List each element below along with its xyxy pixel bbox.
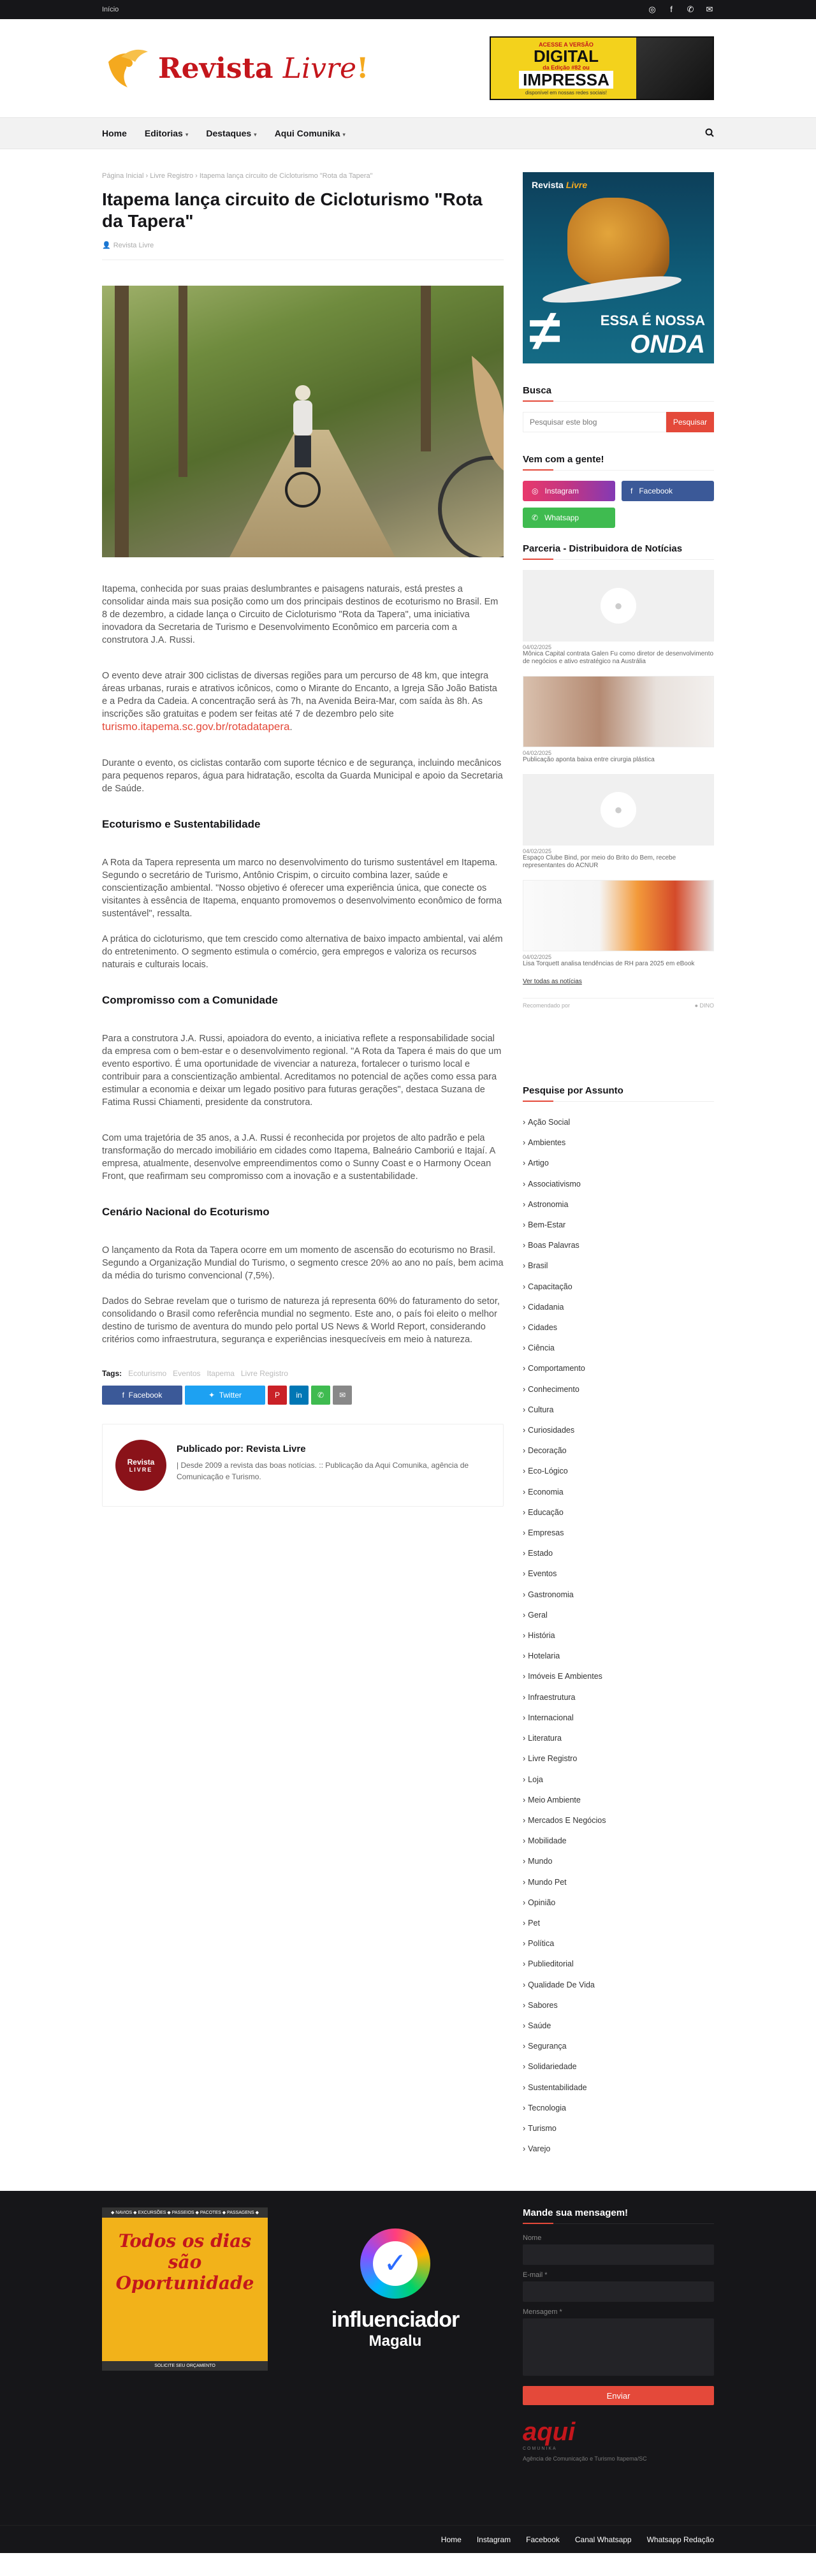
category-link[interactable]: › Estado [523, 1543, 714, 1563]
category-link[interactable]: › Meio Ambiente [523, 1790, 714, 1810]
share-whatsapp-button[interactable] [311, 1386, 330, 1405]
footer-link-facebook[interactable]: Facebook [526, 2535, 560, 2544]
share-label: Twitter [219, 1391, 242, 1400]
contact-form [523, 2207, 714, 2405]
category-link[interactable]: › Brasil [523, 1255, 714, 1276]
partner-news-item[interactable] [523, 570, 714, 666]
category-link[interactable]: › Loja [523, 1769, 714, 1790]
nav-label: Destaques [206, 128, 252, 138]
logo-wordmark [158, 52, 368, 85]
whatsapp-icon: ✆ [532, 513, 539, 522]
category-link[interactable]: › Geral [523, 1605, 714, 1625]
banner-line2: ONDA [630, 330, 705, 358]
share-twitter-button[interactable] [185, 1386, 265, 1405]
share-label: Facebook [128, 1391, 163, 1400]
nav-item-home[interactable] [102, 128, 127, 138]
flyer-title: Todos os dias são Oportunidade [115, 2230, 254, 2294]
follow-facebook-button[interactable] [622, 481, 714, 501]
post-meta [102, 241, 504, 260]
category-link[interactable]: › Cidadania [523, 1297, 714, 1317]
category-link[interactable]: › Publieditorial [523, 1954, 714, 1974]
name-label: Nome [523, 2234, 542, 2243]
check-badge-icon: ✓ [360, 2228, 430, 2299]
category-link[interactable]: › Hotelaria [523, 1646, 714, 1666]
news-text: Mônica Capital contrata Galen Fu como diretor de desenvolvimento de negócios e ativo estratégico na Austrália [523, 650, 714, 665]
paragraph: A Rota da Tapera representa um marco no desenvolvimento do turismo sustentável em Itapema. Segundo o secretário de Turismo, Antônio Crispim, o circuito combina lazer, saúde e conscientização ambiental. "Nosso objetivo é oferecer uma experiência única, que conecte os visitantes à essência de Itapema, enquanto promovemos o desenvolvimento econômico de forma sustentável", ressalta. [102, 858, 502, 919]
section-heading: Cenário Nacional do Ecoturismo [102, 1206, 270, 1218]
page-content [102, 149, 714, 2159]
facebook-icon: f [122, 1391, 129, 1400]
site-logo[interactable] [102, 43, 368, 94]
top-bar [0, 0, 816, 19]
category-link[interactable]: › Literatura [523, 1728, 714, 1748]
cyclist-figure [280, 381, 325, 509]
category-link[interactable]: › Mercados E Negócios [523, 1810, 714, 1831]
paragraph: Dados do Sebrae revelam que o turismo de natureza já representa 60% do faturamento do setor, consolidando o Brasil como referência mundial no segmento. Este ano, o país foi eleito o melhor destino de turismo de aventura do mundo pelo portal US News & World Report, considerando critérios como infraestrutura, segurança e experiências inesquecíveis em meio à natureza. [102, 1296, 500, 1345]
partner-widget-title: Parceria - Distribuidora de Notícias [523, 543, 714, 560]
banner-logo [532, 180, 587, 190]
partner-news-item[interactable] [523, 774, 714, 870]
paragraph-end: . [289, 722, 293, 733]
name-field[interactable] [523, 2244, 714, 2265]
jaguar-image [567, 198, 669, 287]
logo-accent-text: Livre [282, 52, 357, 85]
author-box [102, 1424, 504, 1507]
pinterest-icon: P [274, 1391, 280, 1400]
category-link[interactable]: › Cidades [523, 1317, 714, 1338]
paragraph: Com uma trajetória de 35 anos, a J.A. Russi é reconhecida por projetos de alto padrão e pela transformação do mercado imobiliário em cidades como Itapema, Balneário Camboriú e Itajaí. A empresa, atualmente, desenvolve empreendimentos como o Sunny Coast e o Harmony Ocean Front, que reafirmam seu compromisso com a inovação e a sustentabilidade. [102, 1133, 495, 1182]
image-placeholder-icon: ● [601, 588, 636, 624]
author-description: | Desde 2009 a revista das boas notícias. :: Publicação da Aqui Comunika, agência de Comunicação e Turismo. [177, 1461, 469, 1481]
flyer-foot: SOLICITE SEU ORÇAMENTO [102, 2361, 268, 2371]
nav-label: Editorias [144, 128, 183, 138]
facebook-icon: f [630, 487, 633, 495]
category-link[interactable]: › Tecnologia [523, 2098, 714, 2118]
aqui-word: aqui [523, 2418, 576, 2447]
category-link[interactable]: › Decoração [523, 1440, 714, 1461]
news-text: Espaço Clube Bind, por meio do Brito do Bem, recebe representantes do ACNUR [523, 854, 676, 869]
category-link[interactable]: › Educação [523, 1502, 714, 1523]
nav-item-aqui-comunika[interactable] [275, 128, 346, 138]
category-link[interactable]: › Livre Registro [523, 1748, 714, 1769]
main-column [102, 172, 504, 2159]
top-social-icons [648, 4, 714, 15]
follow-buttons [523, 481, 714, 528]
category-link[interactable]: › Solidariedade [523, 2056, 714, 2077]
partner-news-item[interactable] [523, 676, 714, 764]
send-button[interactable]: Enviar [523, 2386, 714, 2405]
category-link[interactable]: › Astronomia [523, 1194, 714, 1215]
partner-news-item[interactable] [523, 880, 714, 968]
category-link[interactable]: › Qualidade De Vida [523, 1975, 714, 1995]
footer-link-canal-whatsapp[interactable]: Canal Whatsapp [574, 2535, 632, 2544]
banner-logo-main: Revista [532, 180, 564, 190]
instagram-icon: ◎ [532, 487, 539, 495]
logo-bird-icon [102, 43, 153, 94]
post-tags [102, 1369, 504, 1378]
nav-label: Home [102, 128, 127, 138]
recommended-by [523, 998, 714, 1009]
category-link[interactable]: › Ciência [523, 1338, 714, 1358]
paragraph: Durante o evento, os ciclistas contarão com suporte técnico e de segurança, incluindo mecânicos para pequenos reparos, água para hidratação, escolta da Guarda Municipal e apoio da Secretaria de Saúde. [102, 758, 503, 794]
ad-line4: IMPRESSA [519, 71, 613, 89]
section-heading: Compromisso com a Comunidade [102, 994, 278, 1006]
email-icon: ✉ [339, 1391, 346, 1400]
category-link[interactable]: › Imóveis E Ambientes [523, 1666, 714, 1687]
tag-link[interactable]: Eventos [173, 1369, 201, 1378]
flyer-top: ◆ NAVIOS ◆ EXCURSÕES ◆ PASSEIOS ◆ PACOTES ◆ PASSAGENS ◆ [102, 2207, 268, 2218]
linkedin-icon: in [296, 1391, 302, 1400]
logo-excl: ! [356, 52, 369, 85]
share-buttons [102, 1386, 504, 1405]
ad-person-image [636, 38, 713, 99]
categories-widget-title: Pesquise por Assunto [523, 1085, 714, 1102]
category-link[interactable]: › Turismo [523, 2118, 714, 2139]
ad-line5: disponível em nossas redes sociais! [525, 90, 608, 96]
avatar-line1: Revista [127, 1458, 155, 1467]
influenciador-magalu-badge[interactable] [300, 2207, 491, 2371]
category-link[interactable]: › Economia [523, 1482, 714, 1502]
chevron-down-icon: ▾ [342, 131, 346, 138]
follow-label: Whatsapp [544, 513, 579, 522]
footer-link-whatsapp-redacao[interactable]: Whatsapp Redação [646, 2535, 714, 2544]
category-link[interactable]: › Eventos [523, 1563, 714, 1584]
message-field[interactable] [523, 2318, 714, 2376]
author-name [177, 1444, 490, 1454]
news-date: 04/02/2025 [523, 750, 552, 756]
category-link[interactable]: › Ambientes [523, 1132, 714, 1153]
category-link[interactable]: › Política [523, 1933, 714, 1954]
search-widget-title: Busca [523, 385, 714, 402]
news-thumbnail [523, 774, 714, 845]
category-link[interactable]: › Sustentabilidade [523, 2077, 714, 2098]
post-body [102, 583, 504, 1346]
author-by-label: Publicado por: [177, 1444, 244, 1454]
message-label: Mensagem * [523, 2308, 562, 2316]
category-link[interactable]: › Saúde [523, 2016, 714, 2036]
category-link[interactable]: › Curiosidades [523, 1420, 714, 1440]
news-thumbnail [523, 880, 714, 951]
facebook-icon[interactable]: f [670, 4, 673, 14]
ad-line1: ACESSE A VERSÃO [539, 41, 594, 48]
category-link[interactable]: › Mundo [523, 1851, 714, 1871]
footer-links [0, 2525, 816, 2553]
search-button[interactable]: Pesquisar [666, 412, 714, 432]
section-heading: Ecoturismo e Sustentabilidade [102, 818, 261, 830]
category-link[interactable]: › Comportamento [523, 1358, 714, 1379]
breadcrumb[interactable]: Página Inicial › Livre Registro › Itapema lança circuito de Cicloturismo "Rota da Tapera" [102, 172, 373, 180]
category-link[interactable]: › Artigo [523, 1153, 714, 1173]
category-link[interactable]: › Empresas [523, 1523, 714, 1543]
category-link[interactable]: › Mobilidade [523, 1831, 714, 1851]
search-icon[interactable] [705, 128, 714, 139]
registration-link[interactable]: turismo.itapema.sc.gov.br/rotadatapera [102, 721, 290, 733]
avatar[interactable] [115, 1440, 166, 1491]
paragraph: O lançamento da Rota da Tapera ocorre em um momento de ascensão do ecoturismo no Brasil. Segundo a Organização Mundial do Turismo, o segmento cresce 20% ao ano no país, bem acima da média do turismo convencional (7,5%). [102, 1245, 504, 1281]
ad-line2: DIGITAL [533, 47, 599, 66]
paragraph: A prática do cicloturismo, que tem crescido como alternativa de baixo impacto ambiental, vai além do entretenimento. O segmento estimula o comércio, gera empregos e valoriza os recursos naturais e culturais locais. [102, 934, 503, 970]
category-link[interactable]: › Cultura [523, 1400, 714, 1420]
top-home-link[interactable]: Início [102, 6, 119, 13]
main-nav [0, 117, 816, 149]
whatsapp-icon[interactable]: ✆ [687, 4, 694, 14]
email-icon[interactable]: ✉ [706, 4, 713, 14]
category-link[interactable]: › Ação Social [523, 1112, 714, 1132]
influ-title: influenciador [331, 2307, 460, 2332]
share-facebook-button[interactable] [102, 1386, 182, 1405]
news-date: 04/02/2025 [523, 644, 552, 650]
nav-label: Aqui Comunika [274, 128, 340, 138]
share-email-button[interactable] [333, 1386, 352, 1405]
sidebar-search [523, 412, 714, 432]
dino-logo[interactable]: ● DINO [694, 1002, 714, 1009]
news-date: 04/02/2025 [523, 954, 552, 960]
paragraph: Para a construtora J.A. Russi, apoiadora do evento, a iniciativa reflete a responsabilidade social da empresa com o bem-estar e o desenvolvimento regional. "A Rota da Tapera é mais do que um evento esportivo. É uma oportunidade de vivenciar a natureza, fortalecer o turismo local e contribuir para a conscientização ambiental. Acreditamos no potencial de ações como essa para estimular a economia e deixar um legado positivo para futuras gerações", destaca Suzana de Fatima Russi Chiamenti, presidente da construtora. [102, 1034, 502, 1108]
rec-left: Recomendado por [523, 1002, 571, 1009]
share-linkedin-button[interactable] [289, 1386, 309, 1405]
nav-item-editorias[interactable] [145, 128, 188, 138]
tag-link[interactable]: Livre Registro [240, 1369, 288, 1378]
paragraph [102, 670, 504, 734]
post-author[interactable]: Revista Livre [113, 241, 154, 249]
email-label: E-mail * [523, 2271, 548, 2280]
avatar-line2: LIVRE [129, 1467, 153, 1473]
follow-instagram-button[interactable] [523, 481, 615, 501]
nav-item-destaques[interactable] [206, 128, 256, 138]
email-field[interactable] [523, 2281, 714, 2302]
category-link[interactable]: › História [523, 1625, 714, 1646]
follow-widget-title: Vem com a gente! [523, 454, 714, 471]
category-link[interactable]: › Opinião [523, 1892, 714, 1913]
category-link[interactable]: › Infraestrutura [523, 1687, 714, 1708]
banner-line1: ESSA É NOSSA [600, 312, 705, 328]
category-link[interactable]: › Pet [523, 1913, 714, 1933]
whatsapp-icon: ✆ [317, 1391, 324, 1400]
banner-logo-accent: Livre [565, 180, 588, 190]
banner-symbol: ≠ [529, 299, 561, 363]
category-link[interactable]: › Boas Palavras [523, 1235, 714, 1255]
category-list [523, 1112, 714, 2159]
category-link[interactable]: › Eco-Lógico [523, 1461, 714, 1481]
category-link[interactable]: › Segurança [523, 2036, 714, 2056]
image-placeholder-icon: ● [601, 792, 636, 828]
follow-whatsapp-button[interactable] [523, 508, 615, 528]
user-icon: 👤 [102, 242, 111, 249]
category-link[interactable]: › Gastronomia [523, 1584, 714, 1605]
site-header [0, 19, 816, 117]
tags-label: Tags: [102, 1369, 122, 1378]
sidebar-banner[interactable] [523, 172, 714, 363]
paragraph-text: O evento deve atrair 300 ciclistas de diversas regiões para um percurso de 48 km, que integra áreas urbanas, rurais e atrativos icônicos, como o Mirante do Encanto, a Igreja São João Batista e a Pedra da Cadeia. A concentração será às 7h, na Avenida Beira-Mar, com saída às 8h. As inscrições são gratuitas e podem ser feitas até 7 de dezembro pelo site [102, 671, 497, 719]
author-name-link[interactable]: Revista Livre [246, 1444, 306, 1454]
category-link[interactable]: › Capacitação [523, 1277, 714, 1297]
ad-line3: da Edição #82 ou [543, 64, 590, 71]
header-ad-banner[interactable] [490, 36, 714, 100]
footer-link-home[interactable]: Home [441, 2535, 462, 2544]
chevron-down-icon: ▾ [185, 131, 189, 138]
aqui-comunika-logo [102, 2418, 714, 2463]
tag-link[interactable]: Ecoturismo [128, 1369, 167, 1378]
news-text: Publicação aponta baixa entre cirurgia plástica [523, 756, 655, 763]
category-link[interactable]: › Varejo [523, 2139, 714, 2159]
footer-flyer-ad[interactable] [102, 2207, 268, 2371]
twitter-icon: ✦ [208, 1391, 219, 1400]
sidebar [523, 172, 714, 2159]
search-input[interactable] [523, 412, 666, 432]
aqui-info: Agência de Comunicação e Turismo Itapema/SC [523, 2455, 647, 2463]
site-footer [0, 2191, 816, 2553]
share-pinterest-button[interactable] [268, 1386, 287, 1405]
ad-text [496, 41, 636, 96]
paragraph: Itapema, conhecida por suas praias deslumbrantes e paisagens naturais, está prestes a consolidar ainda mais sua posição como um dos principais destinos de ecoturismo no Brasil. Em 8 de dezembro, a cidade lança o Circuito de Cicloturismo "Rota da Tapera", uma iniciativa inovadora da Secretaria de Turismo e Desenvolvimento Econômico em parceria com a construtora J.A. Russi. [102, 584, 499, 645]
follow-label: Instagram [544, 487, 579, 495]
news-thumbnail [523, 676, 714, 747]
category-link[interactable]: › Sabores [523, 1995, 714, 2016]
tag-link[interactable]: Itapema [207, 1369, 235, 1378]
instagram-icon[interactable]: ◎ [648, 4, 656, 14]
category-link[interactable]: › Mundo Pet [523, 1872, 714, 1892]
post-title: Itapema lança circuito de Cicloturismo "Rota da Tapera" [102, 189, 483, 231]
news-date: 04/02/2025 [523, 848, 552, 854]
influ-sub: Magalu [368, 2332, 422, 2350]
category-link[interactable]: › Associativismo [523, 1174, 714, 1194]
aqui-sub: COMUNIKA [523, 2447, 557, 2452]
footer-columns [102, 2191, 714, 2405]
contact-title: Mande sua mensagem! [523, 2207, 714, 2224]
follow-label: Facebook [639, 487, 673, 495]
category-link[interactable]: › Bem-Estar [523, 1215, 714, 1235]
news-thumbnail [523, 570, 714, 641]
category-link[interactable]: › Internacional [523, 1708, 714, 1728]
news-text: Lisa Torquett analisa tendências de RH para 2025 em eBook [523, 960, 695, 967]
post-image [102, 286, 504, 557]
category-link[interactable]: › Conhecimento [523, 1379, 714, 1400]
footer-link-instagram[interactable]: Instagram [476, 2535, 511, 2544]
logo-main-text: Revista [158, 52, 273, 85]
chevron-down-icon: ▾ [254, 131, 257, 138]
see-all-news-link[interactable]: Ver todas as notícias [523, 978, 582, 985]
